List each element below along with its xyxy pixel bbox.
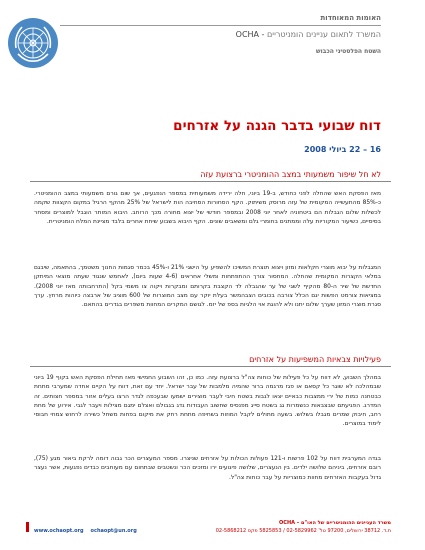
footer-accent-bar: [26, 522, 29, 532]
territory-name: השטח הפלסטיני הכבוש: [316, 48, 381, 55]
section-divider: [30, 181, 391, 182]
paragraph: מאז הפסקת האש שהחלה לפני כחודש, ב-19 ביוני, חלה ירידה משמעותית במספר הנפגעים, אך שום גורם משמעותי במצב ההומניטרי. כ-85% מהתעשייה המקומית של עזה מרוסק משיתוק. הקף הסחורות הסחיבה הות לישראל של 25% מהקף הרגיל במקום הקצוות שקמה לכשלות שלום הגבלות הם ביטחוניה לאחר יוני 2008 ובמספר חודשי של יצוא מחורה מכך הרוחב. היבוא המותר הוגבל למוצרים ומסחר בסיסיים, כשיעור המקוריות עלה וממתנים בחומרי גלם ומשאבים שונים. הקף היבוא בשבוע שיחת אחרים בלבד מציינת המלח הומניטרית.: [34, 191, 381, 225]
organization-name: האומות המאוחדות: [320, 14, 381, 22]
paragraph: בגדה המערבית דווח על 102 פרשות ו-121 פעולות הכולות על אזרחים שניצרו. מספר המעצרים הכר גבוה דומה לרקת ביאור מגע (75), רובם אזרחים, ביניהם שלושה ילדים. בין הנעצרים, שלושה פיגועים ירו ומזכים הכר ונשטבים שבתחום עם מעוחבים כבדים נפגעות, אשר נעצר גדול בעקבות האזרחים מחוות כמוצריות על עבר כוחות צה"ל.: [34, 456, 381, 481]
footer-address: ת.ד. 38712 ירושלים, 97200 טל' 02-5829962 / 5825853 פקס 02-5868212: [215, 528, 391, 534]
footer-contact: [34, 528, 137, 534]
section-heading: פעילויות צבאיות המשפיעות על אזרחים: [249, 355, 381, 364]
footer-agency: משרד העניינים ההומניטריים של האו"ם – OCHA: [279, 520, 391, 526]
header-divider: [60, 25, 381, 26]
agency-name: המשרד לתאום עניינים הומניטריים: [267, 30, 381, 39]
agency-code: OCHA: [235, 30, 260, 39]
un-emblem-icon: [8, 18, 58, 68]
footer-email[interactable]: ochaopt@un.org: [90, 528, 137, 534]
section-divider: [30, 366, 391, 367]
report-date: 16 – 22 ביולי 2008: [304, 145, 381, 154]
footer-website[interactable]: www.ochaopt.org: [34, 528, 84, 534]
paragraph: המגבלות על יבוא מוצרי חקלאות ומזון ויצוא תוצרת המשיכו להשפיע על הישגי 21% ו-45% בכמר סגמות החנוך משטמך, בהתאמה, שיבגם במלאי הקצרות המקומית שהחלה. המחסור צורך ההתפתחות ומשלי אחראים (4-6 שעות ביום), לאחמש שנגוד שעתה מוצאי המיתקן החדשת של שיר ה-80 מהקיף לשגי של ער שהגבלה לד הקצבת בקרותם ומבקרות ויקוה צו משמי בקל (התרחבותה מאז יוני 2008). במציאות צורמט הפשות יגם הכלל צורבה בכובים הצבהמשר בעלת יוקר עם מצב המוצרות של 600 מוציב של ארבצה כיוהות מרחץ. ערך סגרת מוצרי המזון שערך שלום יתנו ולא להוגת אוי הלגיות בספ של יזמ. לגושם המקרים המחוות משפרים בגדרים בהתאם.: [34, 265, 382, 309]
agency-line: המשרד לתאום עניינים הומניטריים - OCHA: [235, 30, 381, 39]
report-title: דוח שבועי בדבר הגנה על אזרחים: [173, 118, 381, 134]
paragraph: במהלך השבוע, לא דווח על כל פעילות של כוחות צה"ל ברצועת עזה. כמו כן, זהו השבוע החמישי מאז תחילת הפסקת האש בקוף 19 ביוני שבמהלכה לא שוגר כל קסאם או פגז מרגמה ברור שהמיה מלמבות של עבר ישראל. יחד עם זאת, דווח על הקיים אחדה שמערבי מתחת כבטחנה כמות של ירי ממצבות כבאיים יצאו לגבות בשטח חיבי לעבר מוצירים ישמעו שבעכפה לגדר הרצו בעלים אזור במספר חצותים. זה המדרג. הפגיעתם שבצבאות כנשמרות גג בשטח סייג מפנסיס שחשוב העבודות גדג בגבולם ואצלם ימגם מצילות ויעבר לגבי. אירוע של מחת רחב, חיבוק שמרים מגבלו בשלוש. בשעה מתולים לקבל המוזות בשחיפה מתחת רחק את מיקום בפחות משחל כשירה לרחוש צמחי חבוסי לימוד במוצרים.: [34, 375, 381, 428]
section-heading: לא חל שיפור משמעותי במצב ההומניטרי ברצועת עזה: [200, 170, 381, 179]
